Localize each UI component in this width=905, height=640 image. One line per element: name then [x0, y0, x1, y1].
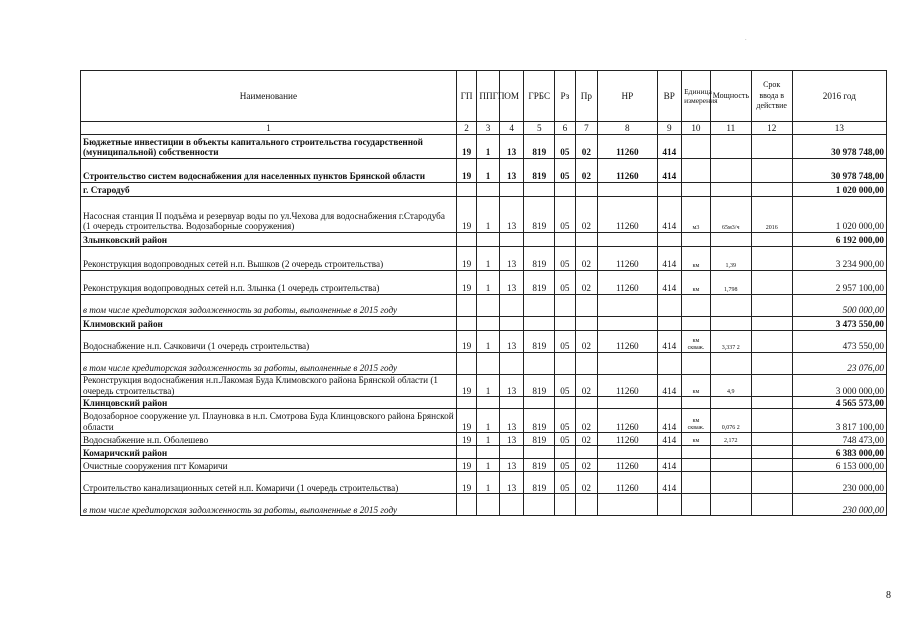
row-rz	[555, 317, 575, 331]
row-vr: 414	[657, 459, 682, 472]
row-unit: км скваж.	[682, 331, 711, 353]
row-gp: 19	[456, 433, 476, 446]
table-row	[81, 295, 887, 317]
column-number-row	[81, 122, 887, 135]
row-vr: 414	[657, 271, 682, 295]
row-pr: 02	[575, 433, 598, 446]
row-power: 65м3/ч	[710, 197, 751, 233]
table-row	[81, 317, 887, 331]
row-power	[710, 397, 751, 409]
row-amount: 30 978 748,00	[792, 159, 886, 183]
row-om	[499, 397, 524, 409]
row-ppgp: 1	[477, 247, 500, 271]
row-amount: 6 192 000,00	[792, 233, 886, 247]
budget-table	[80, 70, 887, 516]
row-name: в том числе кредиторская задолженность за работы, выполненные в 2015 году	[81, 494, 457, 516]
row-gp: 19	[456, 159, 476, 183]
row-pr: 02	[575, 409, 598, 433]
row-power	[710, 135, 751, 159]
row-vr	[657, 183, 682, 197]
row-grbs: 819	[524, 459, 555, 472]
table-header-row	[81, 71, 887, 122]
row-unit	[682, 183, 711, 197]
row-ppgp: 1	[477, 375, 500, 397]
row-grbs: 819	[524, 409, 555, 433]
col-number: 4	[499, 122, 524, 135]
row-rz: 05	[555, 331, 575, 353]
col-gp-header: ГП	[456, 71, 476, 122]
row-gp: 19	[456, 271, 476, 295]
row-nr: 11260	[598, 375, 657, 397]
table-row	[81, 433, 887, 446]
row-amount: 4 565 573,00	[792, 397, 886, 409]
row-amount: 230 000,00	[792, 472, 886, 494]
row-name: Очистные сооружения пгт Комаричи	[81, 459, 457, 472]
row-pr	[575, 317, 598, 331]
table-row	[81, 409, 887, 433]
row-om: 13	[499, 433, 524, 446]
row-unit	[682, 397, 711, 409]
col-power-header: Мощность	[710, 71, 751, 122]
row-nr: 11260	[598, 247, 657, 271]
row-grbs	[524, 295, 555, 317]
row-rz: 05	[555, 247, 575, 271]
row-ppgp: 1	[477, 433, 500, 446]
row-ppgp	[477, 295, 500, 317]
row-name: Бюджетные инвестиции в объекты капитального строительства государственной (муниципальной) собственности	[81, 135, 457, 159]
row-amount: 2 957 100,00	[792, 271, 886, 295]
table-row	[81, 353, 887, 375]
col-number: 7	[575, 122, 598, 135]
table-row	[81, 247, 887, 271]
row-name: Реконструкция водопроводных сетей н.п. Вышков (2 очередь строительства)	[81, 247, 457, 271]
row-vr	[657, 317, 682, 331]
row-pr: 02	[575, 375, 598, 397]
row-ppgp: 1	[477, 135, 500, 159]
row-amount: 230 000,00	[792, 494, 886, 516]
col-number: 1	[81, 122, 457, 135]
row-om: 13	[499, 197, 524, 233]
row-gp: 19	[456, 331, 476, 353]
row-ppgp: 1	[477, 271, 500, 295]
row-nr: 11260	[598, 459, 657, 472]
row-vr: 414	[657, 409, 682, 433]
row-nr: 11260	[598, 135, 657, 159]
row-gp	[456, 183, 476, 197]
row-gp: 19	[456, 409, 476, 433]
row-power	[710, 472, 751, 494]
col-number: 11	[710, 122, 751, 135]
row-grbs	[524, 353, 555, 375]
row-unit: км	[682, 247, 711, 271]
row-om	[499, 183, 524, 197]
row-vr: 414	[657, 375, 682, 397]
row-power	[710, 295, 751, 317]
row-om	[499, 295, 524, 317]
row-gp: 19	[456, 135, 476, 159]
row-pr	[575, 397, 598, 409]
row-pr: 02	[575, 197, 598, 233]
row-amount: 30 978 748,00	[792, 135, 886, 159]
row-grbs	[524, 446, 555, 459]
row-term	[751, 409, 792, 433]
row-rz: 05	[555, 433, 575, 446]
col-unit-header: Единица измерения	[682, 71, 711, 122]
table-row	[81, 459, 887, 472]
row-vr: 414	[657, 331, 682, 353]
row-vr: 414	[657, 197, 682, 233]
row-vr	[657, 295, 682, 317]
row-term: 2016	[751, 197, 792, 233]
row-name: в том числе кредиторская задолженность за работы, выполненные в 2015 году	[81, 353, 457, 375]
row-gp	[456, 353, 476, 375]
row-amount: 3 473 550,00	[792, 317, 886, 331]
row-term	[751, 159, 792, 183]
row-gp: 19	[456, 247, 476, 271]
row-term	[751, 459, 792, 472]
row-power	[710, 494, 751, 516]
row-term	[751, 494, 792, 516]
row-vr	[657, 494, 682, 516]
row-rz: 05	[555, 459, 575, 472]
row-term	[751, 375, 792, 397]
row-ppgp: 1	[477, 159, 500, 183]
row-unit	[682, 135, 711, 159]
table-row	[81, 159, 887, 183]
page-number: 8	[886, 590, 891, 601]
row-amount: 3 000 000,00	[792, 375, 886, 397]
row-vr	[657, 397, 682, 409]
row-om	[499, 446, 524, 459]
row-pr: 02	[575, 271, 598, 295]
row-pr	[575, 183, 598, 197]
row-rz	[555, 397, 575, 409]
col-nr-header: НР	[598, 71, 657, 122]
row-ppgp	[477, 353, 500, 375]
row-pr	[575, 353, 598, 375]
row-name: Строительство систем водоснабжения для населенных пунктов Брянской области	[81, 159, 457, 183]
row-amount: 6 153 000,00	[792, 459, 886, 472]
row-power: 1,798	[710, 271, 751, 295]
row-term	[751, 397, 792, 409]
row-power: 4,9	[710, 375, 751, 397]
row-rz	[555, 295, 575, 317]
row-unit	[682, 494, 711, 516]
row-pr: 02	[575, 159, 598, 183]
row-gp	[456, 446, 476, 459]
row-rz: 05	[555, 472, 575, 494]
row-name: в том числе кредиторская задолженность за работы, выполненные в 2015 году	[81, 295, 457, 317]
row-term	[751, 433, 792, 446]
col-number: 10	[682, 122, 711, 135]
col-ppgp-header: ППГП	[477, 71, 500, 122]
table-row	[81, 375, 887, 397]
row-ppgp	[477, 397, 500, 409]
row-ppgp	[477, 183, 500, 197]
row-amount: 748 473,00	[792, 433, 886, 446]
row-om: 13	[499, 135, 524, 159]
row-om: 13	[499, 331, 524, 353]
row-amount: 1 020 000,00	[792, 197, 886, 233]
row-pr	[575, 233, 598, 247]
table-row	[81, 197, 887, 233]
corner-mark: ·	[744, 36, 747, 44]
row-pr	[575, 494, 598, 516]
row-amount: 1 020 000,00	[792, 183, 886, 197]
row-rz	[555, 446, 575, 459]
row-om: 13	[499, 271, 524, 295]
col-pr-header: Пр	[575, 71, 598, 122]
row-om: 13	[499, 409, 524, 433]
row-om: 13	[499, 247, 524, 271]
row-vr: 414	[657, 433, 682, 446]
row-grbs: 819	[524, 375, 555, 397]
row-nr: 11260	[598, 197, 657, 233]
row-vr	[657, 353, 682, 375]
row-om: 13	[499, 459, 524, 472]
row-gp	[456, 317, 476, 331]
row-vr	[657, 446, 682, 459]
row-om: 13	[499, 159, 524, 183]
row-gp	[456, 494, 476, 516]
row-amount: 473 550,00	[792, 331, 886, 353]
col-number: 5	[524, 122, 555, 135]
row-term	[751, 295, 792, 317]
row-unit	[682, 472, 711, 494]
row-unit: км скваж.	[682, 409, 711, 433]
row-term	[751, 472, 792, 494]
row-ppgp: 1	[477, 197, 500, 233]
row-term	[751, 446, 792, 459]
row-name: г. Стародуб	[81, 183, 457, 197]
row-nr: 11260	[598, 159, 657, 183]
row-nr: 11260	[598, 331, 657, 353]
row-grbs: 819	[524, 197, 555, 233]
row-nr: 11260	[598, 472, 657, 494]
row-pr: 02	[575, 247, 598, 271]
col-number: 8	[598, 122, 657, 135]
row-name: Водозаборное сооружение ул. Плауновка в н.п. Смотрова Буда Клинцовского района Брянской области	[81, 409, 457, 433]
row-nr	[598, 317, 657, 331]
row-grbs	[524, 397, 555, 409]
row-power	[710, 459, 751, 472]
row-pr: 02	[575, 459, 598, 472]
row-unit: м3	[682, 197, 711, 233]
table-row	[81, 135, 887, 159]
col-name-header: Наименование	[81, 71, 457, 122]
row-pr: 02	[575, 331, 598, 353]
row-om: 13	[499, 375, 524, 397]
col-number: 2	[456, 122, 476, 135]
row-name: Клинцовский район	[81, 397, 457, 409]
row-rz: 05	[555, 271, 575, 295]
row-term	[751, 331, 792, 353]
row-grbs	[524, 233, 555, 247]
col-number: 6	[555, 122, 575, 135]
row-rz: 05	[555, 375, 575, 397]
row-term	[751, 271, 792, 295]
table-row	[81, 183, 887, 197]
row-nr	[598, 397, 657, 409]
col-term-header: Срок ввода в действие	[751, 71, 792, 122]
row-unit	[682, 353, 711, 375]
row-gp: 19	[456, 197, 476, 233]
table-row	[81, 472, 887, 494]
row-grbs: 819	[524, 159, 555, 183]
row-power	[710, 233, 751, 247]
row-rz: 05	[555, 197, 575, 233]
row-unit: км	[682, 433, 711, 446]
row-pr: 02	[575, 135, 598, 159]
row-rz: 05	[555, 409, 575, 433]
row-vr: 414	[657, 472, 682, 494]
row-nr	[598, 295, 657, 317]
col-om-header: ОМ	[499, 71, 524, 122]
table-row	[81, 397, 887, 409]
row-name: Водоснабжение н.п. Сачковичи (1 очередь строительства)	[81, 331, 457, 353]
row-ppgp	[477, 494, 500, 516]
row-term	[751, 233, 792, 247]
row-gp: 19	[456, 472, 476, 494]
row-rz	[555, 494, 575, 516]
row-power	[710, 183, 751, 197]
row-rz: 05	[555, 159, 575, 183]
row-om: 13	[499, 472, 524, 494]
row-nr	[598, 183, 657, 197]
row-name: Насосная станция II подъёма и резервуар воды по ул.Чехова для водоснабжения г.Стародуба (1 очередь строительства. Водозаборные сооружения)	[81, 197, 457, 233]
row-unit	[682, 159, 711, 183]
row-nr: 11260	[598, 433, 657, 446]
row-amount: 3 817 100,00	[792, 409, 886, 433]
row-amount: 3 234 900,00	[792, 247, 886, 271]
row-pr: 02	[575, 472, 598, 494]
table-row	[81, 331, 887, 353]
row-unit: км	[682, 271, 711, 295]
row-power: 3,337 2	[710, 331, 751, 353]
row-unit	[682, 317, 711, 331]
row-unit	[682, 459, 711, 472]
row-vr: 414	[657, 135, 682, 159]
col-number: 12	[751, 122, 792, 135]
row-term	[751, 135, 792, 159]
row-ppgp: 1	[477, 409, 500, 433]
row-nr: 11260	[598, 271, 657, 295]
row-gp	[456, 295, 476, 317]
row-rz: 05	[555, 135, 575, 159]
row-nr	[598, 446, 657, 459]
row-grbs: 819	[524, 247, 555, 271]
row-nr	[598, 233, 657, 247]
row-nr: 11260	[598, 409, 657, 433]
row-power	[710, 317, 751, 331]
row-name: Климовский район	[81, 317, 457, 331]
row-grbs	[524, 494, 555, 516]
table-row	[81, 446, 887, 459]
col-rz-header: Рз	[555, 71, 575, 122]
row-gp: 19	[456, 375, 476, 397]
row-name: Комаричский район	[81, 446, 457, 459]
row-nr	[598, 494, 657, 516]
row-unit: км	[682, 375, 711, 397]
row-rz	[555, 353, 575, 375]
row-name: Водоснабжение н.п. Оболешево	[81, 433, 457, 446]
row-power	[710, 159, 751, 183]
col-number: 9	[657, 122, 682, 135]
row-term	[751, 247, 792, 271]
col-grbs-header: ГРБС	[524, 71, 555, 122]
row-ppgp	[477, 317, 500, 331]
table-row	[81, 494, 887, 516]
row-ppgp	[477, 233, 500, 247]
row-om	[499, 353, 524, 375]
row-ppgp: 1	[477, 459, 500, 472]
row-term	[751, 183, 792, 197]
row-amount: 23 076,00	[792, 353, 886, 375]
row-ppgp: 1	[477, 331, 500, 353]
row-gp	[456, 397, 476, 409]
row-power: 2,172	[710, 433, 751, 446]
row-om	[499, 494, 524, 516]
row-name: Реконструкция водоснабжения н.п.Лакомая Буда Климовского района Брянской области (1 очередь строительства)	[81, 375, 457, 397]
row-name: Реконструкция водопроводных сетей н.п. Злынка (1 очередь строительства)	[81, 271, 457, 295]
row-grbs: 819	[524, 472, 555, 494]
row-power	[710, 353, 751, 375]
row-rz	[555, 183, 575, 197]
row-vr	[657, 233, 682, 247]
row-om	[499, 317, 524, 331]
row-ppgp: 1	[477, 472, 500, 494]
col-year-header: 2016 год	[792, 71, 886, 122]
row-power: 0,076 2	[710, 409, 751, 433]
table-row	[81, 271, 887, 295]
table-row	[81, 233, 887, 247]
row-rz	[555, 233, 575, 247]
row-name: Злынковский район	[81, 233, 457, 247]
row-amount: 6 383 000,00	[792, 446, 886, 459]
row-om	[499, 233, 524, 247]
row-grbs	[524, 183, 555, 197]
row-term	[751, 353, 792, 375]
row-grbs: 819	[524, 271, 555, 295]
row-ppgp	[477, 446, 500, 459]
row-grbs	[524, 317, 555, 331]
row-gp: 19	[456, 459, 476, 472]
row-nr	[598, 353, 657, 375]
row-pr	[575, 446, 598, 459]
row-unit	[682, 295, 711, 317]
row-unit	[682, 233, 711, 247]
row-grbs: 819	[524, 433, 555, 446]
col-number: 13	[792, 122, 886, 135]
row-term	[751, 317, 792, 331]
row-vr: 414	[657, 247, 682, 271]
row-grbs: 819	[524, 135, 555, 159]
row-name: Строительство канализационных сетей н.п. Комаричи (1 очередь строительства)	[81, 472, 457, 494]
row-pr	[575, 295, 598, 317]
row-gp	[456, 233, 476, 247]
row-power: 1,39	[710, 247, 751, 271]
row-unit	[682, 446, 711, 459]
row-grbs: 819	[524, 331, 555, 353]
row-amount: 500 000,00	[792, 295, 886, 317]
row-vr: 414	[657, 159, 682, 183]
row-power	[710, 446, 751, 459]
col-number: 3	[477, 122, 500, 135]
col-vr-header: ВР	[657, 71, 682, 122]
